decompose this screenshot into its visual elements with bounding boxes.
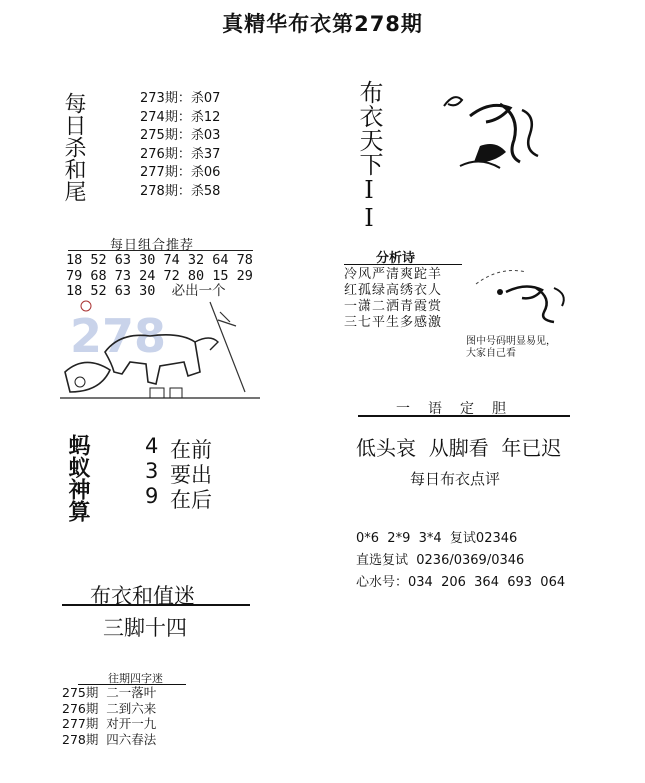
list-item: 276期 二到六来 <box>62 700 157 716</box>
list-item: 274期：杀12 <box>140 109 221 125</box>
combo-divider <box>68 250 253 251</box>
riddle-divider <box>62 604 250 606</box>
mayi-label: 蚂蚁神算 <box>65 434 91 522</box>
poem-line: 一潇二洒青霞赏 <box>344 299 443 314</box>
past-riddles-title: 往期四字迷 <box>108 672 163 685</box>
riddle-answer: 三脚十四 <box>103 616 187 640</box>
poem-line: 三七平生多感激 <box>344 315 443 330</box>
mayi-word: 在前 <box>170 438 212 462</box>
yiyu-subtitle: 每日布衣点评 <box>410 470 501 488</box>
mayi-number: 9 <box>145 484 159 508</box>
past-riddles-list <box>62 685 157 747</box>
list-item: 276期：杀37 <box>140 146 221 162</box>
daily-kill-label: 每日杀和尾 <box>61 92 86 202</box>
combo-row: 79 68 73 24 72 80 15 29 <box>66 267 253 284</box>
mayi-number: 4 <box>145 434 159 458</box>
combo-row: 18 52 63 30 74 32 64 78 <box>66 252 253 268</box>
page-title: 真精华布衣第278期 <box>222 12 423 36</box>
numbers-line: 直选复试 0236/0369/0346 <box>356 553 525 568</box>
yiyu-title: 一语定胆 <box>396 401 524 417</box>
combo-title: 每日组合推荐 <box>110 238 195 253</box>
poem-title: 分析诗 <box>376 251 416 266</box>
riddle-title: 布衣和值迷 <box>90 584 195 608</box>
poem-lines <box>344 267 442 331</box>
yiyu-divider <box>358 415 570 417</box>
list-item: 278期：杀58 <box>140 183 221 199</box>
numbers-line: 0*6 2*9 3*4 复试02346 <box>356 531 518 546</box>
ox-illustration <box>60 292 260 404</box>
running-figure-illustration <box>470 262 580 324</box>
calligraphy-figure-illustration <box>440 86 550 178</box>
numbers-line: 心水号：034 206 364 693 064 <box>356 575 566 590</box>
list-item: 278期 四六春法 <box>62 731 157 747</box>
list-item: 273期：杀07 <box>140 91 221 106</box>
list-item: 277期 对开一九 <box>62 716 157 731</box>
combo-row: 18 52 63 30 必出一个 <box>66 283 226 299</box>
mayi-word: 要出 <box>170 463 212 487</box>
daily-kill-list <box>140 90 220 201</box>
poem-note: 图中号码明显易见， 大家自己看 <box>466 336 556 359</box>
buyi-label: 布衣天下II <box>355 80 383 232</box>
mayi-number: 3 <box>145 459 159 483</box>
poem-line: 冷风严清爽跎羊 <box>344 267 443 282</box>
svg-text:278: 278 <box>70 309 167 363</box>
list-item: 275期 二一落叶 <box>62 685 157 700</box>
yiyu-text: 低头哀 从脚看 年已迟 <box>356 436 562 460</box>
mayi-word: 在后 <box>170 488 212 512</box>
list-item: 277期：杀06 <box>140 165 221 180</box>
poem-divider <box>344 264 462 265</box>
poem-line: 红孤绿高绣衣人 <box>344 283 443 298</box>
list-item: 275期：杀03 <box>140 128 221 143</box>
